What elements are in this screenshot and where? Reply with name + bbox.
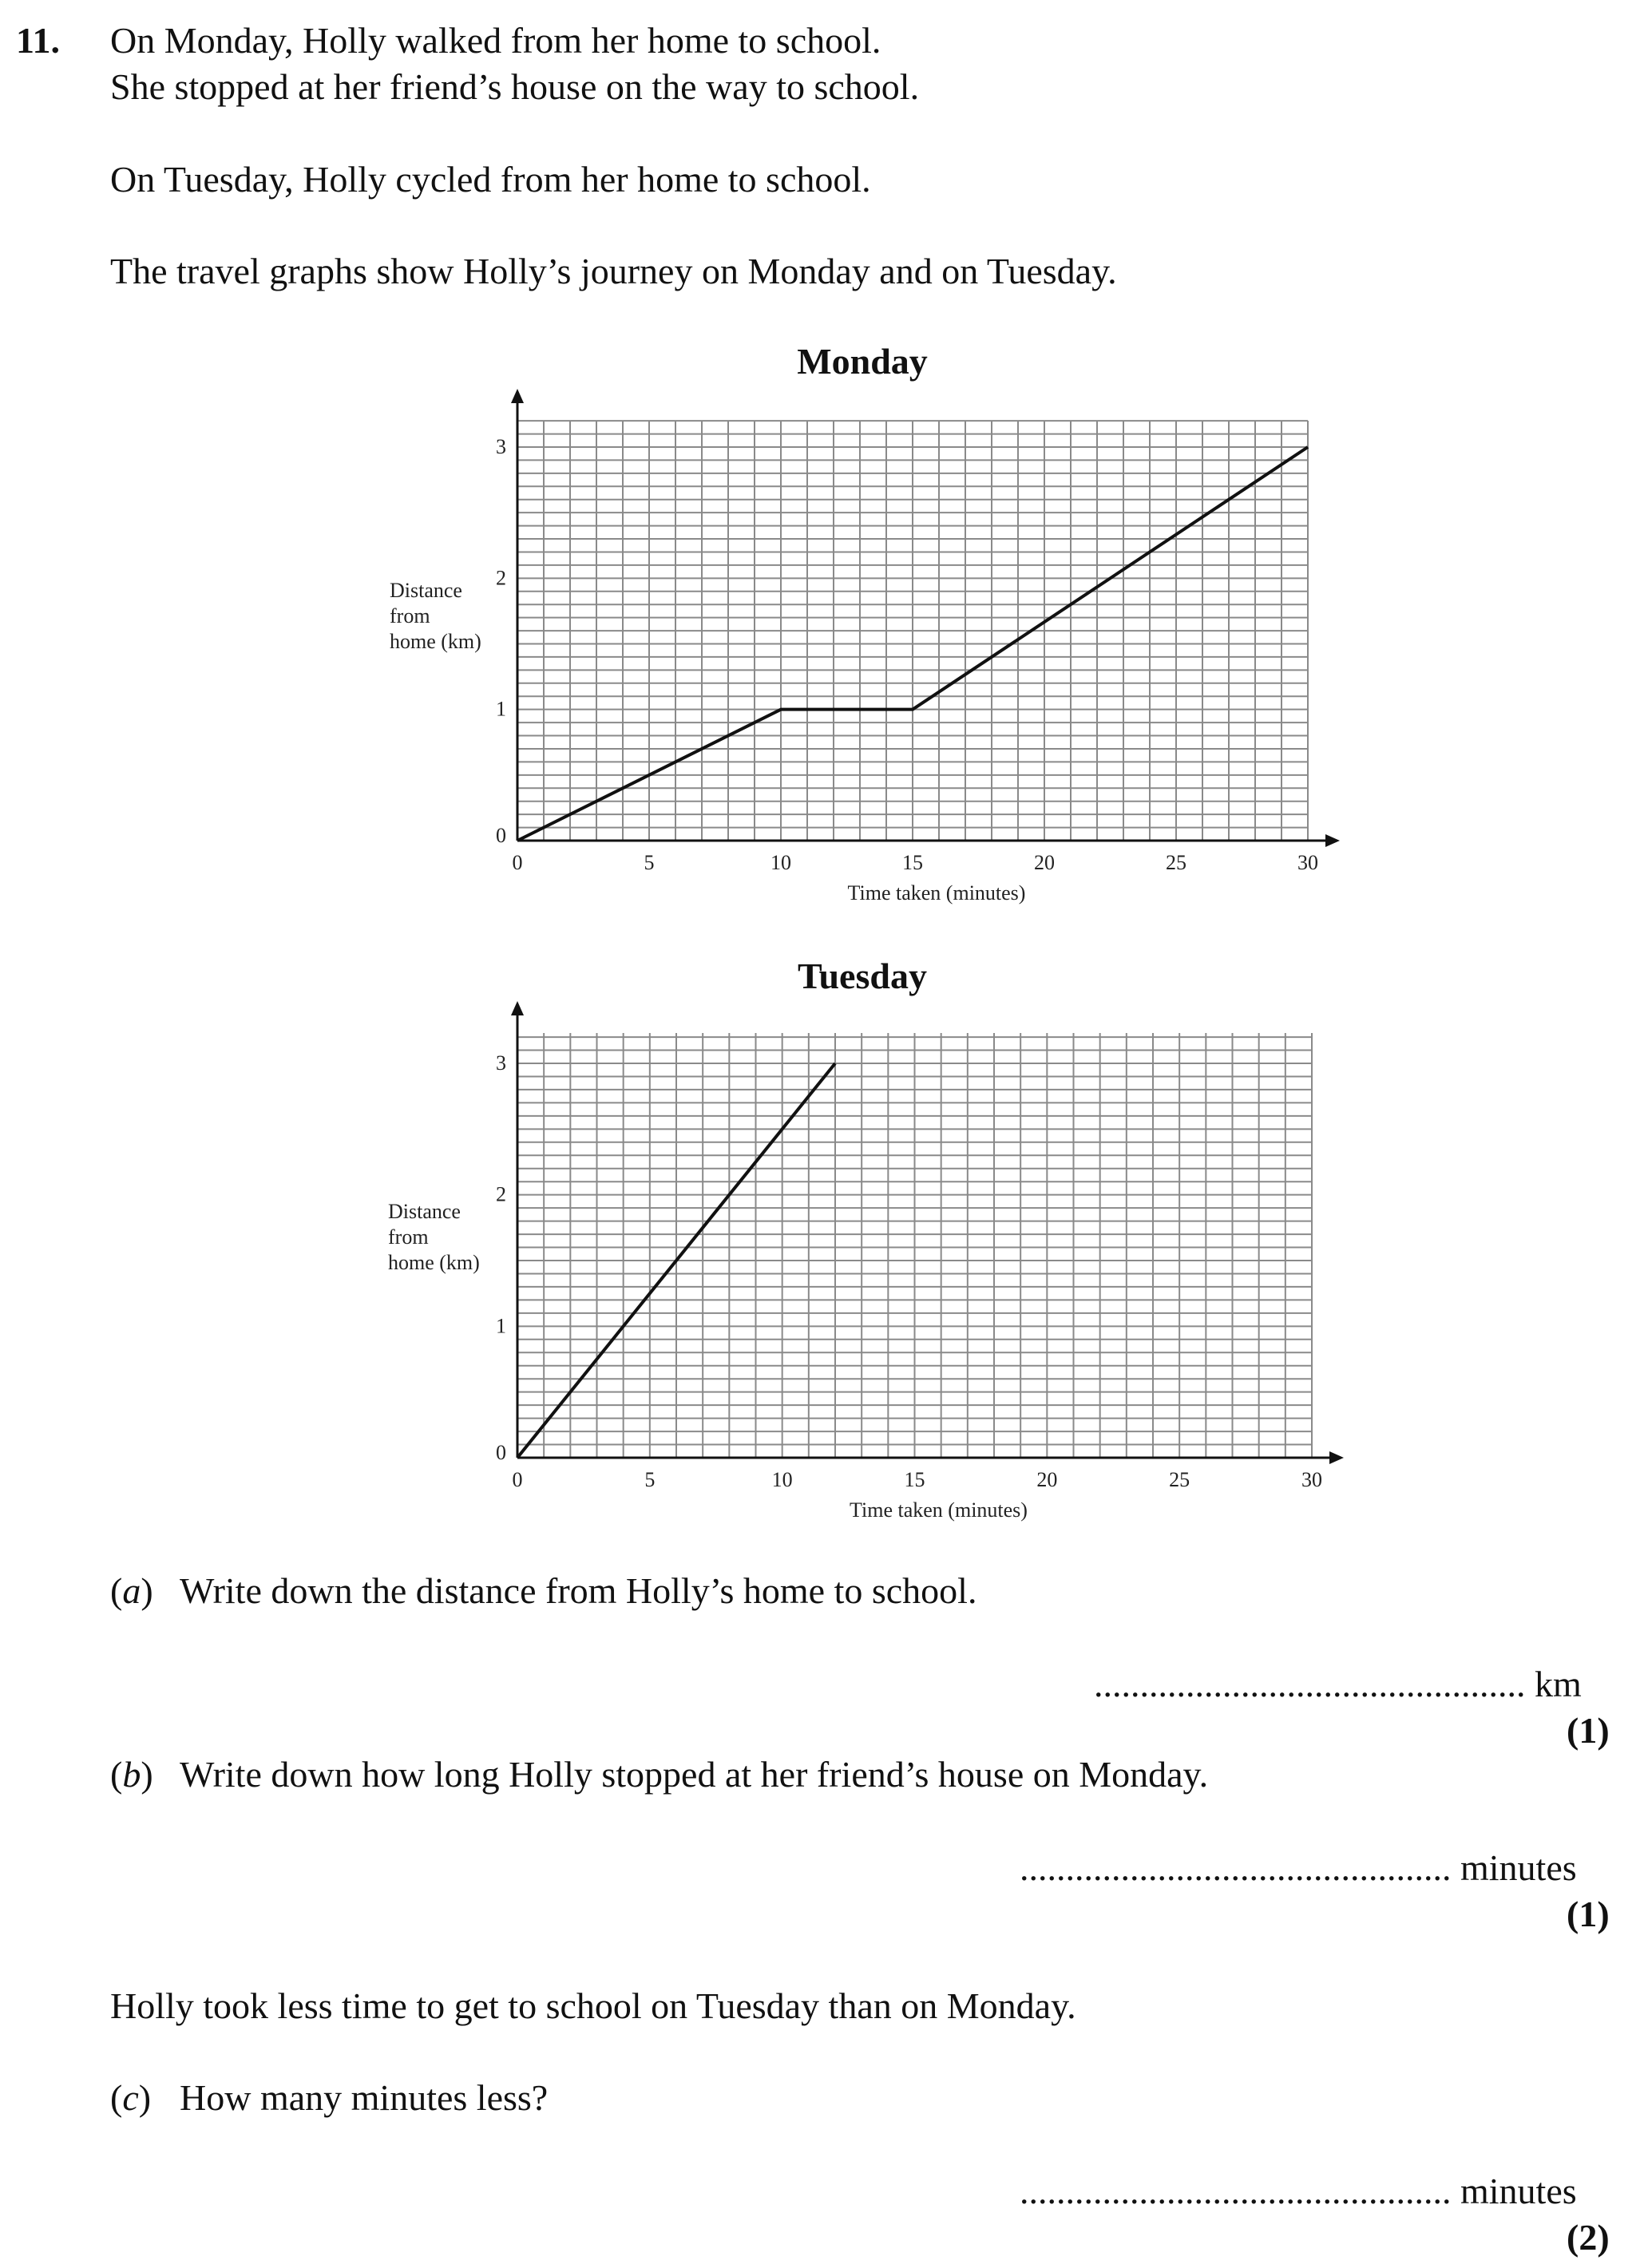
y-axis-arrow xyxy=(511,389,524,403)
y-tick-label: 1 xyxy=(496,697,506,721)
x-tick-label: 0 xyxy=(512,851,523,874)
x-tick-label: 0 xyxy=(512,1468,523,1491)
x-tick-label: 25 xyxy=(1169,1468,1190,1491)
y-tick-label: 0 xyxy=(496,824,506,847)
y-axis-label-line: from xyxy=(388,1225,429,1249)
y-tick-label: 1 xyxy=(496,1314,506,1338)
y-axis-label-line: home (km) xyxy=(390,630,481,653)
part-a-answer-line[interactable] xyxy=(1094,1666,1582,1703)
part-b-unit: minutes xyxy=(1460,1847,1577,1888)
chart-grid xyxy=(517,421,1308,841)
x-tick-label: 20 xyxy=(1036,1468,1058,1491)
intro-line-1: On Monday, Holly walked from her home to school. xyxy=(110,20,881,61)
intro-line-2: She stopped at her friend’s house on the way to school. xyxy=(110,66,920,107)
y-axis-label-line: from xyxy=(390,604,430,627)
x-tick-label: 15 xyxy=(904,1468,925,1491)
y-axis-arrow xyxy=(511,1001,524,1015)
x-axis-arrow xyxy=(1329,1451,1344,1464)
x-axis-label: Time taken (minutes) xyxy=(850,1498,1028,1522)
part-b-letter: (b) xyxy=(110,1754,153,1795)
part-c-question: How many minutes less? xyxy=(180,2077,549,2118)
x-tick-label: 10 xyxy=(771,1468,793,1491)
part-b-answer-line[interactable] xyxy=(1020,1847,1577,1888)
part-b-marks: (1) xyxy=(1567,1894,1610,1934)
chart-grid xyxy=(517,1033,1312,1458)
part-c-statement: Holly took less time to get to school on Tuesday than on Monday. xyxy=(110,1985,1076,2026)
part-c-answer-line[interactable] xyxy=(1020,2173,1577,2210)
part-a-letter: (a) xyxy=(110,1570,153,1611)
y-tick-label: 0 xyxy=(496,1441,506,1464)
x-tick-label: 5 xyxy=(644,851,655,874)
intro-line-3: On Tuesday, Holly cycled from her home to school. xyxy=(110,159,871,200)
y-tick-label: 2 xyxy=(496,1182,506,1206)
y-axis-label-line: home (km) xyxy=(388,1251,480,1274)
x-tick-label: 10 xyxy=(770,851,791,874)
part-c-marks: (2) xyxy=(1567,2217,1610,2258)
part-b-question: Write down how long Holly stopped at her friend’s house on Monday. xyxy=(180,1754,1209,1795)
tuesday-travel-graph xyxy=(0,918,1640,1557)
monday-travel-graph xyxy=(0,0,1640,918)
part-a-marks: (1) xyxy=(1567,1710,1610,1751)
y-axis-label-line: Distance xyxy=(390,579,462,602)
part-a-dots[interactable]: ............................................... xyxy=(1094,1664,1526,1704)
part-a-unit: km xyxy=(1535,1664,1582,1704)
part-b-dots[interactable]: ............................................... xyxy=(1020,1847,1452,1888)
part-c-letter-text: c xyxy=(122,2077,139,2118)
part-c-dots[interactable]: ............................................... xyxy=(1020,2171,1452,2211)
x-tick-label: 20 xyxy=(1034,851,1055,874)
part-b-letter-text: b xyxy=(122,1754,141,1795)
y-tick-label: 3 xyxy=(496,435,506,458)
y-axis-label-line: Distance xyxy=(388,1200,461,1223)
x-tick-label: 30 xyxy=(1301,1468,1322,1491)
x-axis-arrow xyxy=(1325,834,1340,847)
y-tick-label: 2 xyxy=(496,566,506,590)
question-number: 11. xyxy=(16,20,60,61)
x-tick-label: 15 xyxy=(902,851,923,874)
intro-line-4: The travel graphs show Holly’s journey on Monday and on Tuesday. xyxy=(110,251,1117,291)
y-tick-label: 3 xyxy=(496,1051,506,1075)
part-a-letter-text: a xyxy=(122,1570,141,1611)
chart-title: Monday xyxy=(797,341,928,382)
x-tick-label: 25 xyxy=(1166,851,1186,874)
part-c-letter: (c) xyxy=(110,2077,152,2118)
x-tick-label: 5 xyxy=(644,1468,656,1491)
x-axis-label: Time taken (minutes) xyxy=(847,881,1026,904)
part-a-question: Write down the distance from Holly’s home to school. xyxy=(180,1570,977,1611)
part-c-unit: minutes xyxy=(1460,2171,1577,2211)
x-tick-label: 30 xyxy=(1297,851,1318,874)
chart-title: Tuesday xyxy=(798,956,927,996)
